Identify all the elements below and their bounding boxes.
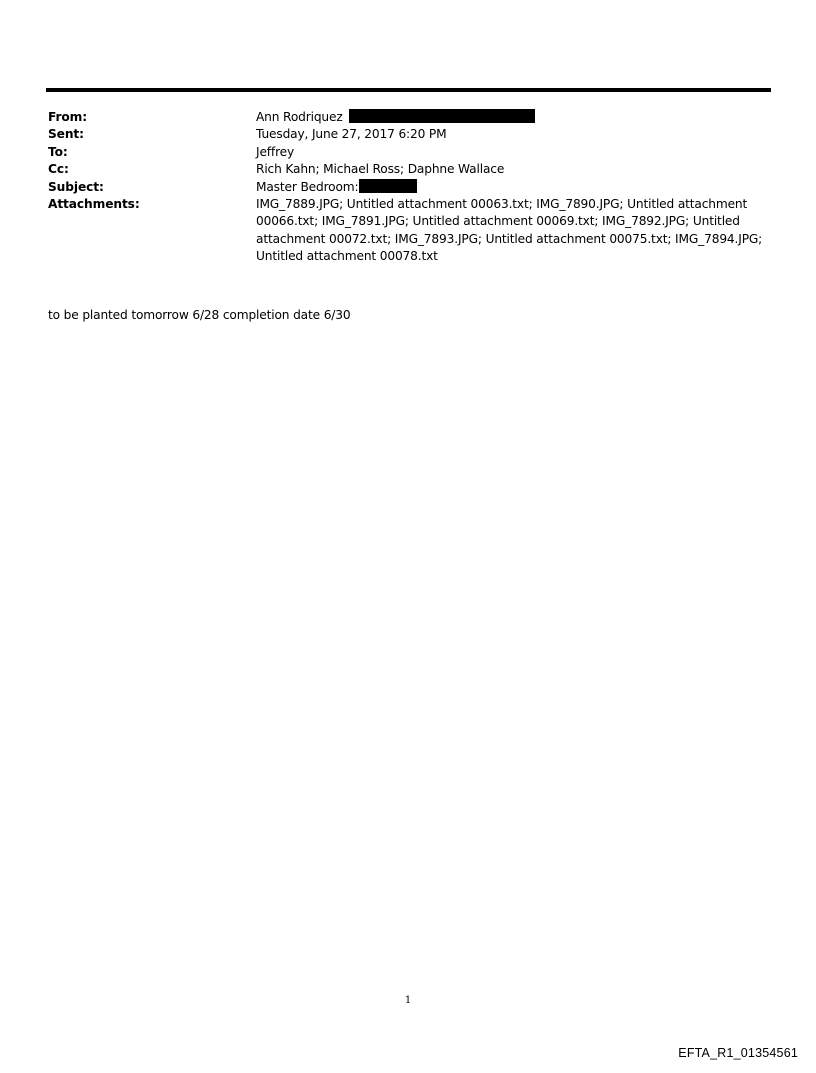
from-label: From: xyxy=(48,110,88,124)
page-number: 1 xyxy=(404,995,412,1006)
attachments-value: IMG_7889.JPG; Untitled attachment 00063.txt; IMG_7890.JPG; Untitled attachment 00066.txt; IMG_7891.JPG; Untitled attachment 00069.txt; IMG_7892.JPG; Untitled attachment 00072.txt; IMG_7893.JPG; Untitled attachment 00075.txt; IMG_7894.JPG; Untitled attachment 00078.txt xyxy=(256,197,763,264)
cc-label: Cc: xyxy=(48,162,69,177)
sent-value: Tuesday, June 27, 2017 6:20 PM xyxy=(256,127,447,142)
attachments-row xyxy=(48,196,768,266)
email-body-message: to be planted tomorrow 6/28 completion date 6/30 xyxy=(48,308,351,322)
redaction-block-email-address xyxy=(349,109,535,123)
from-row xyxy=(48,109,768,126)
subject-label: Subject: xyxy=(48,179,104,194)
redaction-block-subject xyxy=(359,179,417,193)
cc-row xyxy=(48,161,768,178)
to-row xyxy=(48,144,768,161)
subject-row xyxy=(48,179,768,196)
subject-value-container xyxy=(256,179,768,196)
document-id-stamp: EFTA_R1_01354561 xyxy=(678,1046,798,1060)
from-value: Ann Rodriquez xyxy=(256,110,343,124)
subject-value: Master Bedroom: xyxy=(256,179,359,194)
attachments-label: Attachments: xyxy=(48,197,140,212)
to-value: Jeffrey xyxy=(256,144,295,159)
sent-label: Sent: xyxy=(48,127,84,142)
from-value-container xyxy=(256,109,768,126)
header-divider-rule xyxy=(46,88,771,92)
to-label: To: xyxy=(48,144,68,159)
cc-value: Rich Kahn; Michael Ross; Daphne Wallace xyxy=(256,162,505,177)
sent-row xyxy=(48,126,768,143)
email-header xyxy=(48,109,768,266)
